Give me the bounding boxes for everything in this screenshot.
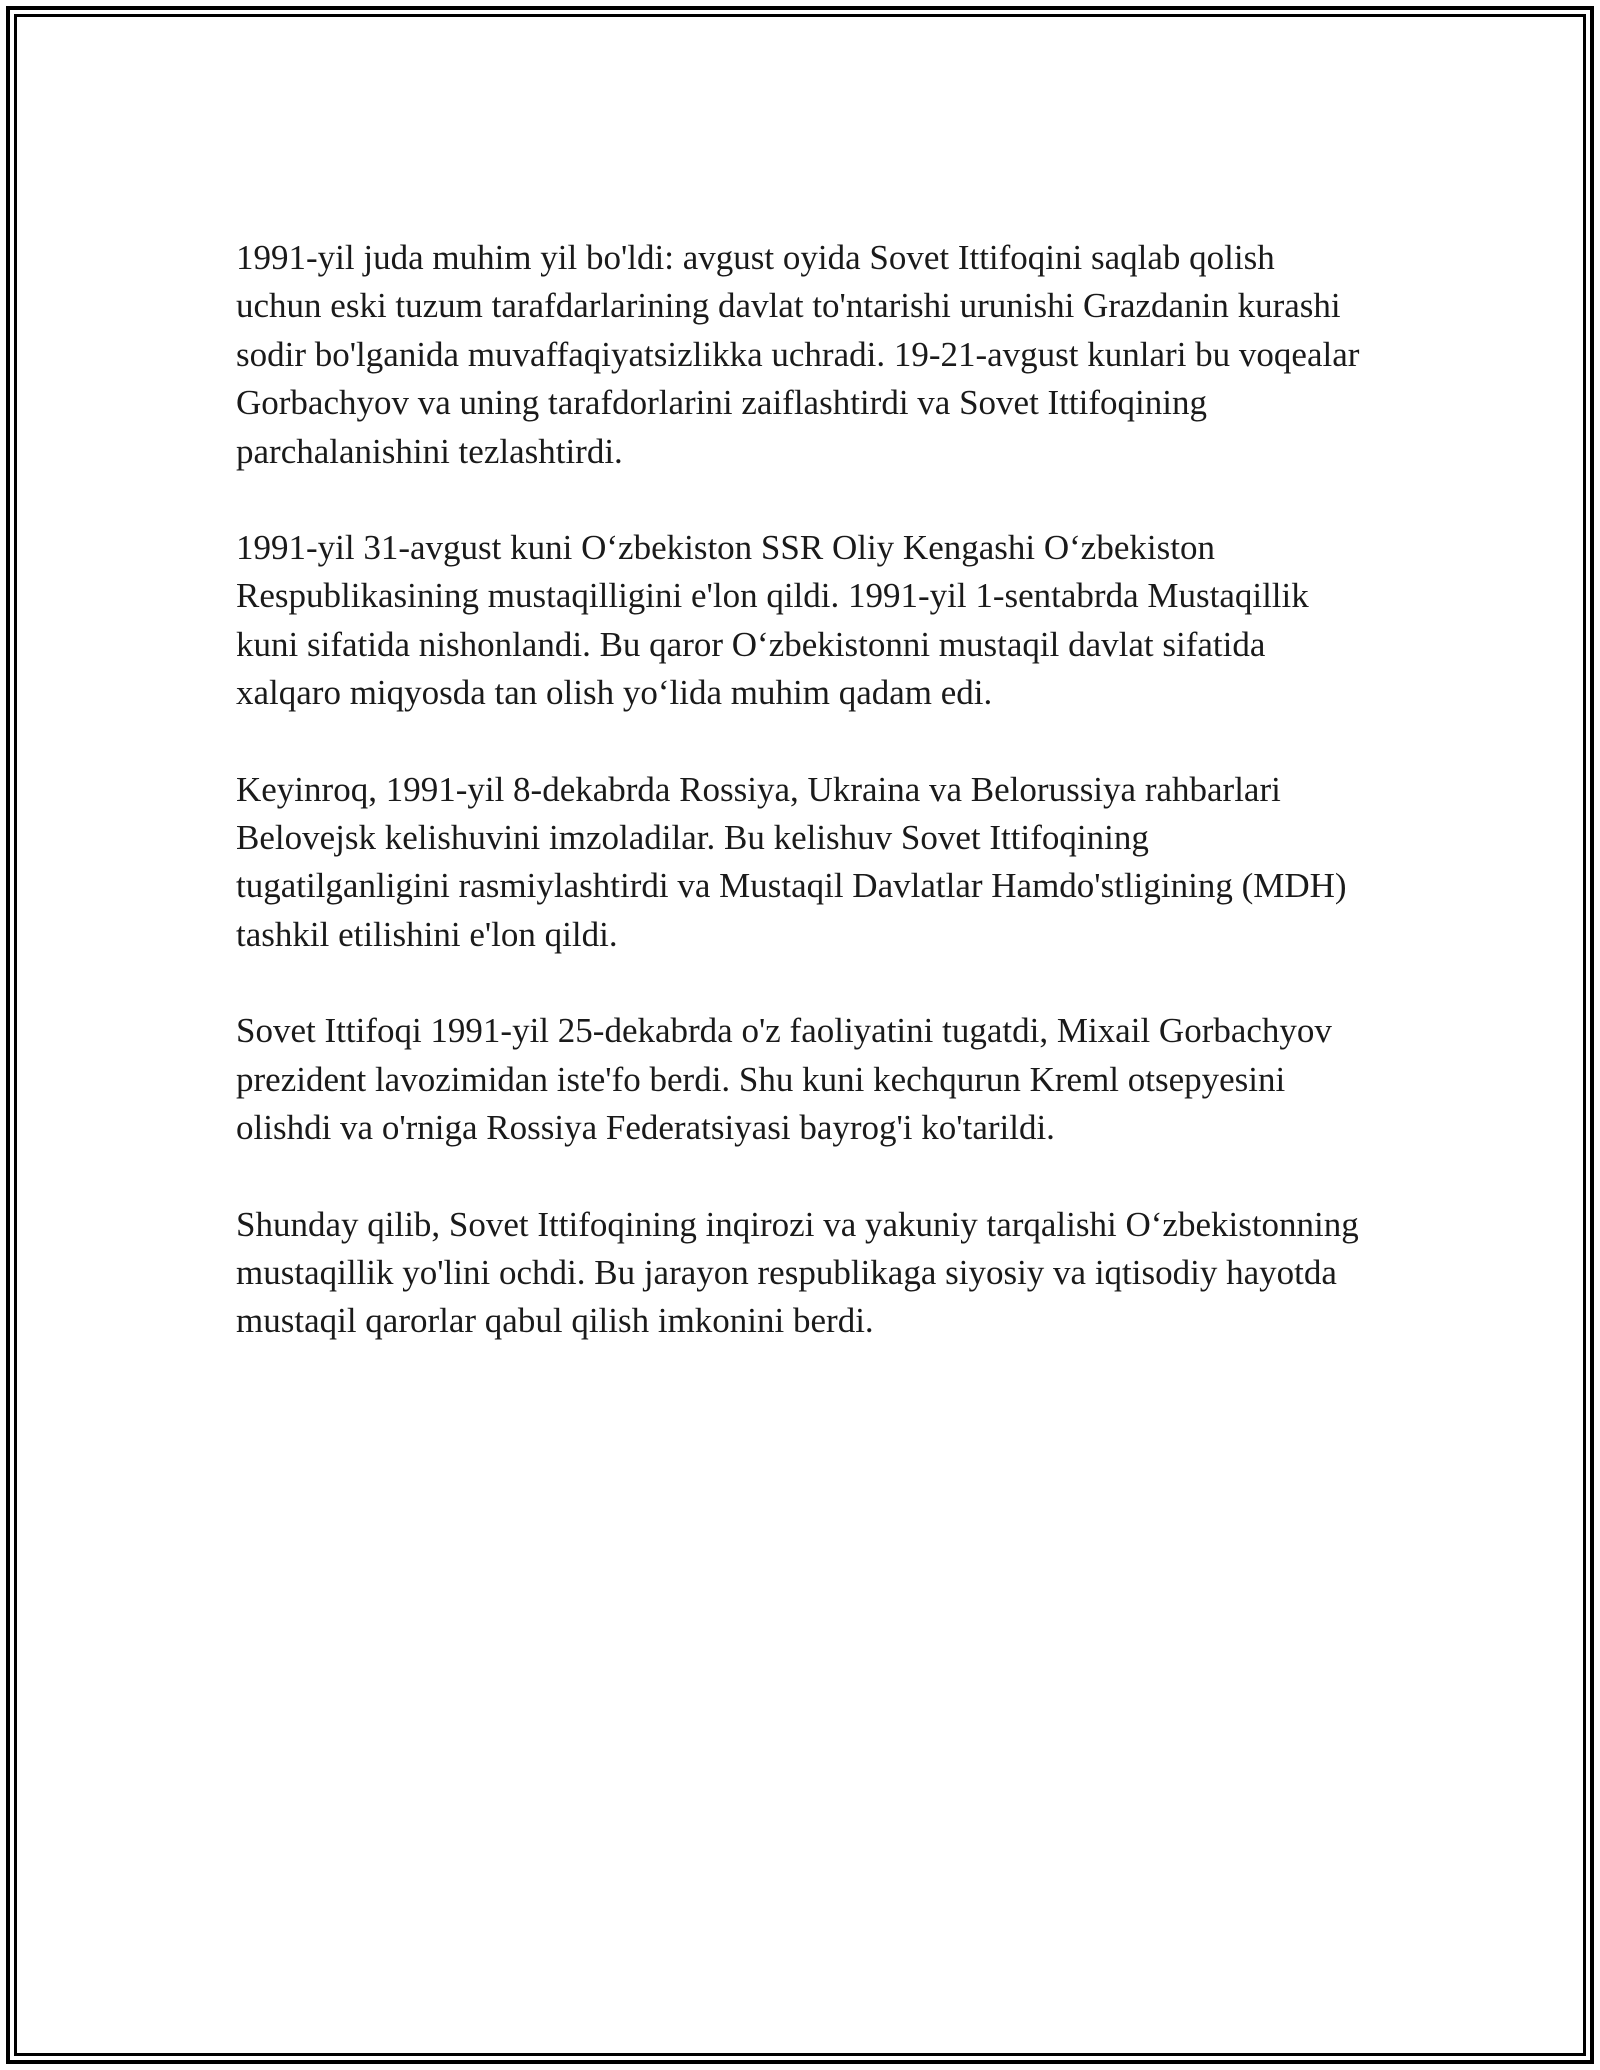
- paragraph-4: Sovet Ittifoqi 1991-yil 25-dekabrda o'z faoliyatini tugatdi, Mixail Gorbachyov prezident lavozimidan iste'fo berdi. Shu kuni kechqurun Kreml otsepyesini olishdi va o'rniga Rossiya Federatsiyasi bayrog'i ko'tarildi.: [236, 1011, 1332, 1148]
- paragraph-2: 1991-yil 31-avgust kuni O‘zbekiston SSR Oliy Kengashi O‘zbekiston Respublikasining mustaqilligini e'lon qildi. 1991-yil 1-sentabrda Mustaqillik kuni sifatida nishonlandi. Bu qaror O‘zbekistonni mustaqil davlat sifatida xalqaro miqyosda tan olish yo‘lida muhim qadam edi.: [236, 528, 1309, 713]
- paragraph-1: 1991-yil juda muhim yil bo'ldi: avgust oyida Sovet Ittifoqini saqlab qolish uchun eski tuzum tarafdarlarining davlat to'ntarishi urunishi Grazdanin kurashi sodir bo'lganida muvaffaqiyatsizlikka uchradi. 19-21-avgust kunlari bu voqealar Gorbachyov va uning tarafdorlarini zaiflashtirdi va Sovet Ittifoqining parchalanishini tezlashtirdi.: [236, 238, 1360, 471]
- paragraph-5: Shunday qilib, Sovet Ittifoqining inqirozi va yakuniy tarqalishi O‘zbekistonning mustaqillik yo'lini ochdi. Bu jarayon respublikaga siyosiy va iqtisodiy hayotda mustaqil qarorlar qabul qilish imkonini berdi.: [236, 1204, 1359, 1341]
- document-body: [236, 234, 1366, 1394]
- paragraph-3: Keyinroq, 1991-yil 8-dekabrda Rossiya, Ukraina va Belorussiya rahbarlari Belovejsk kelishuvini imzoladilar. Bu kelishuv Sovet Ittifoqining tugatilganligini rasmiylashtirdi va Mustaqil Davlatlar Hamdo'stligining (MDH) tashkil etilishini e'lon qildi.: [236, 769, 1347, 954]
